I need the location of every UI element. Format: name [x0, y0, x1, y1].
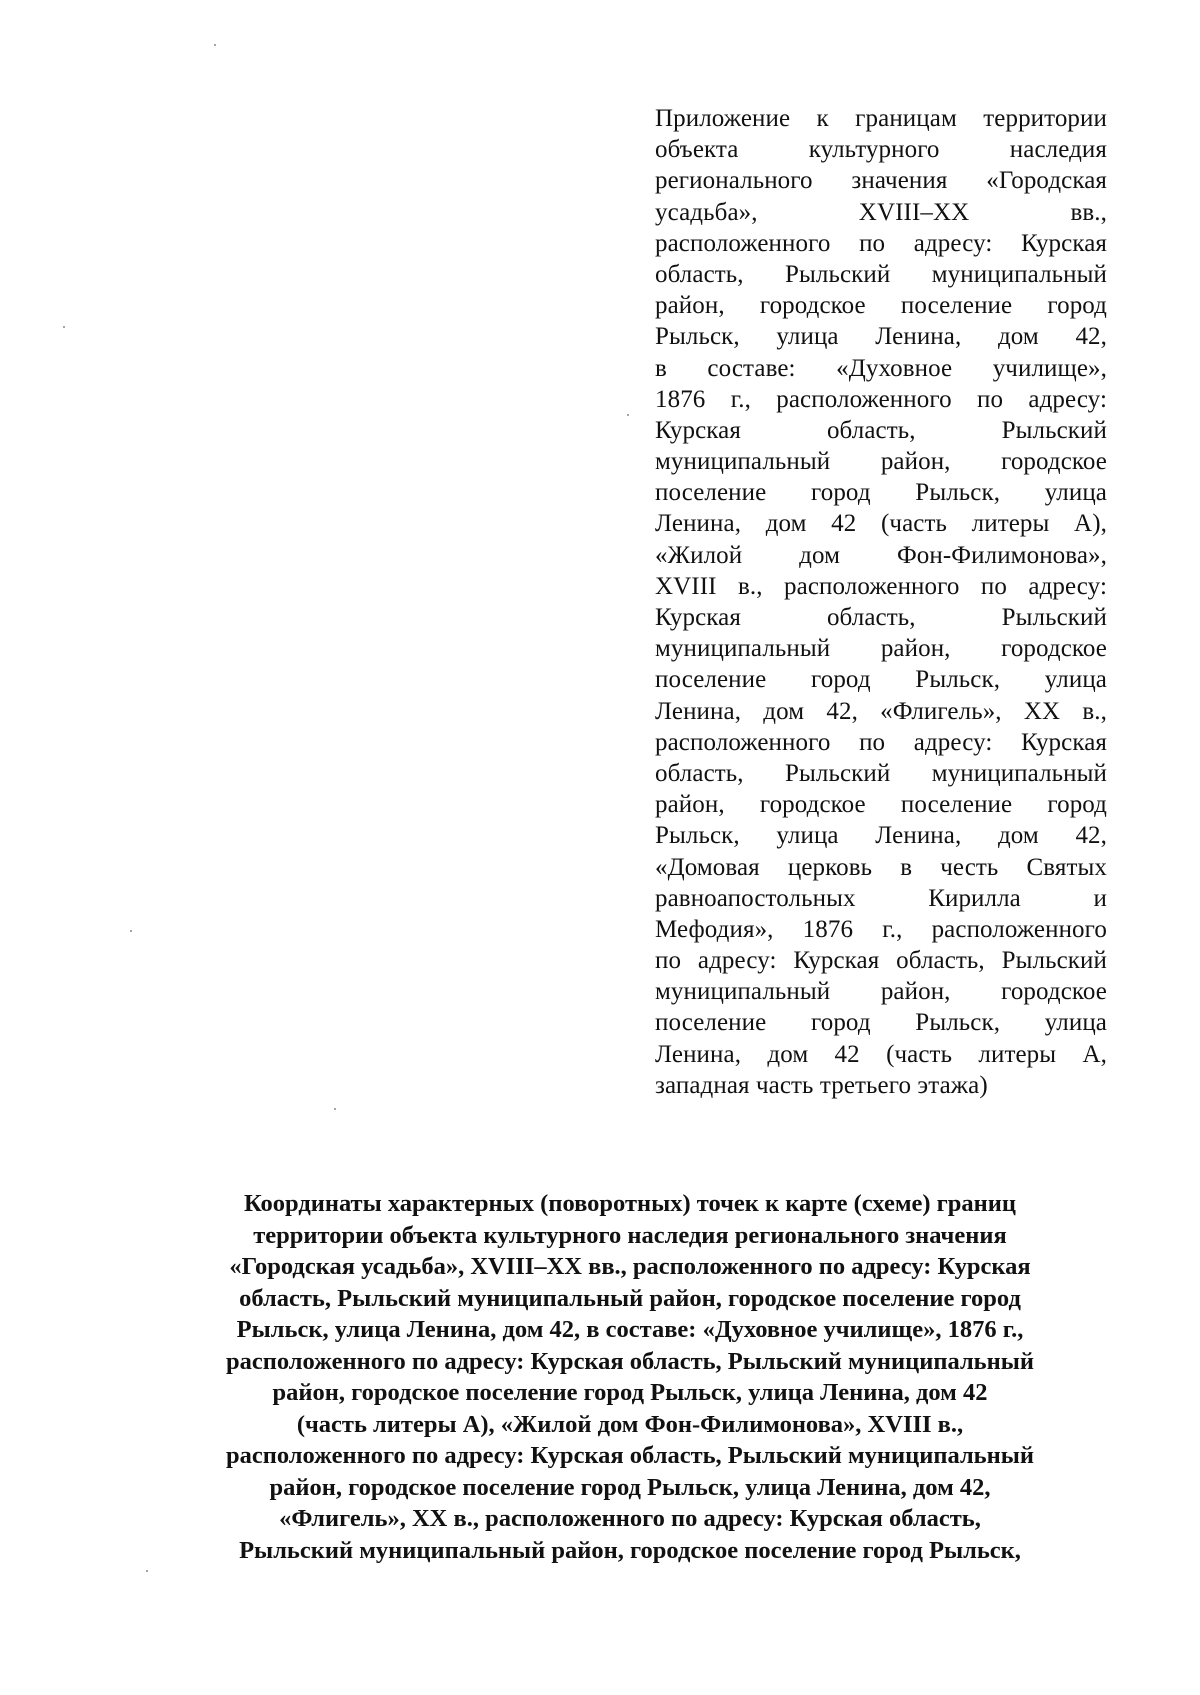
scan-speck: [146, 1570, 148, 1572]
appendix-line: Ленина, дом 42 (часть литеры А,: [655, 1040, 1107, 1068]
appendix-line: муниципальный район, городское: [655, 978, 1107, 1006]
appendix-line: регионального значения «Городская: [655, 167, 1107, 195]
scan-speck: [130, 930, 132, 932]
appendix-line: поселение город Рыльск, улица: [655, 666, 1107, 694]
appendix-line: объекта культурного наследия: [655, 136, 1107, 164]
appendix-line: Курская область, Рыльский: [655, 604, 1107, 631]
scan-speck: [214, 44, 216, 46]
heading-line: Рыльск, улица Ленина, дом 42, в составе: «Духовное училище», 1876 г.,: [236, 1316, 1024, 1343]
appendix-line: поселение город Рыльск, улица: [655, 479, 1107, 507]
scan-speck: [63, 326, 65, 328]
heading-line: область, Рыльский муниципальный район, городское поселение город: [239, 1284, 1021, 1312]
heading-line: (часть литеры А), «Жилой дом Фон-Филимонова», XVIII в.,: [296, 1410, 964, 1438]
heading-line: расположенного по адресу: Курская область, Рыльский муниципальный: [225, 1347, 1035, 1375]
appendix-line: усадьба», XVIII–XX вв.,: [655, 198, 1107, 226]
heading-line: расположенного по адресу: Курская область, Рыльский муниципальный: [225, 1442, 1035, 1469]
heading-line: район, городское поселение город Рыльск, улица Ленина, дом 42,: [269, 1473, 991, 1501]
appendix-line: муниципальный район, городское: [655, 635, 1107, 663]
appendix-line: «Жилой дом Фон-Филимонова»,: [655, 541, 1107, 569]
heading-line: «Городская усадьба», XVIII–XX вв., расположенного по адресу: Курская: [229, 1253, 1031, 1280]
appendix-line: западная часть третьего этажа): [655, 1071, 988, 1099]
appendix-line: Мефодия», 1876 г., расположенного: [655, 915, 1107, 943]
appendix-line: область, Рыльский муниципальный: [655, 260, 1107, 288]
heading-line: район, городское поселение город Рыльск, улица Ленина, дом 42: [272, 1379, 988, 1406]
scan-speck: [627, 414, 629, 416]
appendix-line: равноапостольных Кирилла и: [655, 884, 1107, 912]
heading-line: «Флигель», XX в., расположенного по адресу: Курская область,: [279, 1505, 981, 1532]
heading-line: территории объекта культурного наследия регионального значения: [253, 1221, 1007, 1249]
appendix-line: расположенного по адресу: Курская: [655, 229, 1107, 257]
appendix-line: Рыльск, улица Ленина, дом 42,: [655, 323, 1107, 351]
appendix-line: по адресу: Курская область, Рыльский: [655, 947, 1107, 975]
appendix-line: Ленина, дом 42 (часть литеры А),: [655, 510, 1107, 538]
appendix-line: XVIII в., расположенного по адресу:: [655, 572, 1107, 600]
appendix-line: область, Рыльский муниципальный: [655, 759, 1107, 787]
appendix-line: муниципальный район, городское: [655, 448, 1107, 476]
appendix-line: 1876 г., расположенного по адресу:: [655, 385, 1107, 413]
appendix-line: Ленина, дом 42, «Флигель», XX в.,: [655, 697, 1107, 725]
appendix-line: поселение город Рыльск, улица: [655, 1009, 1107, 1037]
appendix-line: район, городское поселение город: [655, 292, 1107, 320]
appendix-line: район, городское поселение город: [655, 791, 1107, 819]
heading-line: Координаты характерных (поворотных) точек к карте (схеме) границ: [243, 1190, 1017, 1217]
appendix-block: [655, 103, 1107, 1101]
appendix-line: в составе: «Духовное училище»,: [655, 354, 1107, 382]
scan-speck: [334, 1108, 336, 1110]
appendix-line: Приложение к границам территории: [655, 105, 1107, 132]
appendix-line: расположенного по адресу: Курская: [655, 728, 1107, 756]
heading-line: Рыльский муниципальный район, городское поселение город Рыльск,: [239, 1536, 1021, 1564]
appendix-line: Рыльск, улица Ленина, дом 42,: [655, 822, 1107, 850]
appendix-line: Курская область, Рыльский: [655, 416, 1107, 444]
appendix-line: «Домовая церковь в честь Святых: [655, 853, 1107, 881]
coordinates-heading: [150, 1188, 1110, 1566]
